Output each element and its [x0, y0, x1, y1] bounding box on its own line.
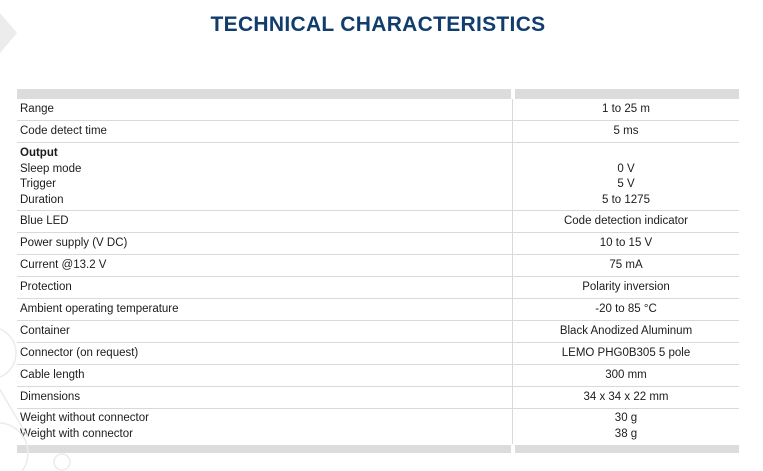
row-value: 5 V: [617, 178, 635, 190]
row-value-cell: [512, 211, 739, 232]
row-value: Polarity inversion: [582, 280, 670, 293]
table-row: [17, 211, 739, 233]
row-value-cell: [512, 99, 739, 120]
row-value-cell: [512, 343, 739, 364]
row-value: 5 to 1275: [602, 193, 650, 206]
row-value-cell: [512, 365, 739, 386]
table-row: [17, 387, 739, 409]
row-label: Range: [20, 102, 54, 115]
row-value: 300 mm: [605, 368, 647, 381]
row-value: 30 g: [614, 412, 638, 424]
row-value-cell: [512, 299, 739, 320]
row-value: Black Anodized Aluminum: [559, 324, 693, 337]
row-label: Ambient operating temperature: [20, 302, 179, 315]
table-footer-bar: [17, 445, 739, 453]
group-header-spacer: [513, 146, 739, 162]
row-value-cell: [512, 321, 739, 342]
table-row: [17, 299, 739, 321]
table-row: [17, 143, 739, 211]
table-row: [17, 121, 739, 143]
table-row: [17, 255, 739, 277]
row-label: Sleep mode: [20, 162, 82, 175]
row-value-cell: [512, 277, 739, 298]
row-label: Container: [20, 324, 70, 337]
row-label: Connector (on request): [20, 346, 139, 359]
row-label: Weight without connector: [20, 412, 149, 424]
row-value-cell: [512, 255, 739, 276]
row-value-cell: [512, 409, 739, 444]
row-value: LEMO PHG0B305 5 pole: [561, 346, 691, 359]
row-value: -20 to 85 °C: [595, 302, 657, 315]
table-row: [17, 321, 739, 343]
row-label-cell: [17, 409, 512, 444]
table-row: [17, 233, 739, 255]
table-row: [17, 409, 739, 444]
footer-bar-right-segment: [515, 445, 739, 453]
row-label: Dimensions: [20, 390, 81, 403]
header-bar-right-segment: [515, 89, 739, 99]
row-value-cell: [512, 233, 739, 254]
row-value: Code detection indicator: [563, 214, 689, 227]
row-label-cell: [17, 121, 512, 142]
row-label-cell: [17, 99, 512, 120]
page-title: TECHNICAL CHARACTERISTICS: [210, 13, 546, 36]
row-label: Duration: [20, 193, 64, 206]
header-bar-left-segment: [17, 89, 511, 99]
spec-table: [17, 89, 739, 453]
table-row: [17, 277, 739, 299]
row-label: Power supply (V DC): [20, 236, 128, 249]
group-header: Output: [20, 147, 58, 159]
row-label: Blue LED: [20, 214, 69, 227]
row-label-cell: [17, 143, 512, 210]
row-value: 38 g: [614, 427, 638, 440]
row-value-cell: [512, 387, 739, 408]
spec-table-body: [17, 99, 739, 444]
footer-bar-left-segment: [17, 445, 511, 453]
row-value: 0 V: [617, 162, 635, 175]
row-label-cell: [17, 343, 512, 364]
row-value: 5 ms: [613, 124, 639, 137]
table-row: [17, 343, 739, 365]
table-header-bar: [17, 89, 739, 99]
row-label-cell: [17, 299, 512, 320]
row-label: Current @13.2 V: [20, 258, 107, 271]
row-label-cell: [17, 277, 512, 298]
table-row: [17, 99, 739, 121]
table-row: [17, 365, 739, 387]
row-label-cell: [17, 211, 512, 232]
row-value: 34 x 34 x 22 mm: [583, 390, 669, 403]
row-label: Trigger: [20, 178, 56, 190]
row-label: Code detect time: [20, 124, 107, 137]
row-label-cell: [17, 321, 512, 342]
row-label-cell: [17, 387, 512, 408]
chevron-right-icon: [0, 13, 17, 53]
row-value: 75 mA: [609, 258, 643, 271]
row-label: Weight with connector: [20, 427, 133, 440]
row-label-cell: [17, 365, 512, 386]
row-label: Cable length: [20, 368, 85, 381]
row-value: 10 to 15 V: [599, 236, 653, 249]
row-value-cell: [512, 121, 739, 142]
row-label: Protection: [20, 280, 72, 293]
row-label-cell: [17, 233, 512, 254]
row-value-cell: [512, 143, 739, 210]
row-label-cell: [17, 255, 512, 276]
row-value: 1 to 25 m: [602, 102, 650, 115]
